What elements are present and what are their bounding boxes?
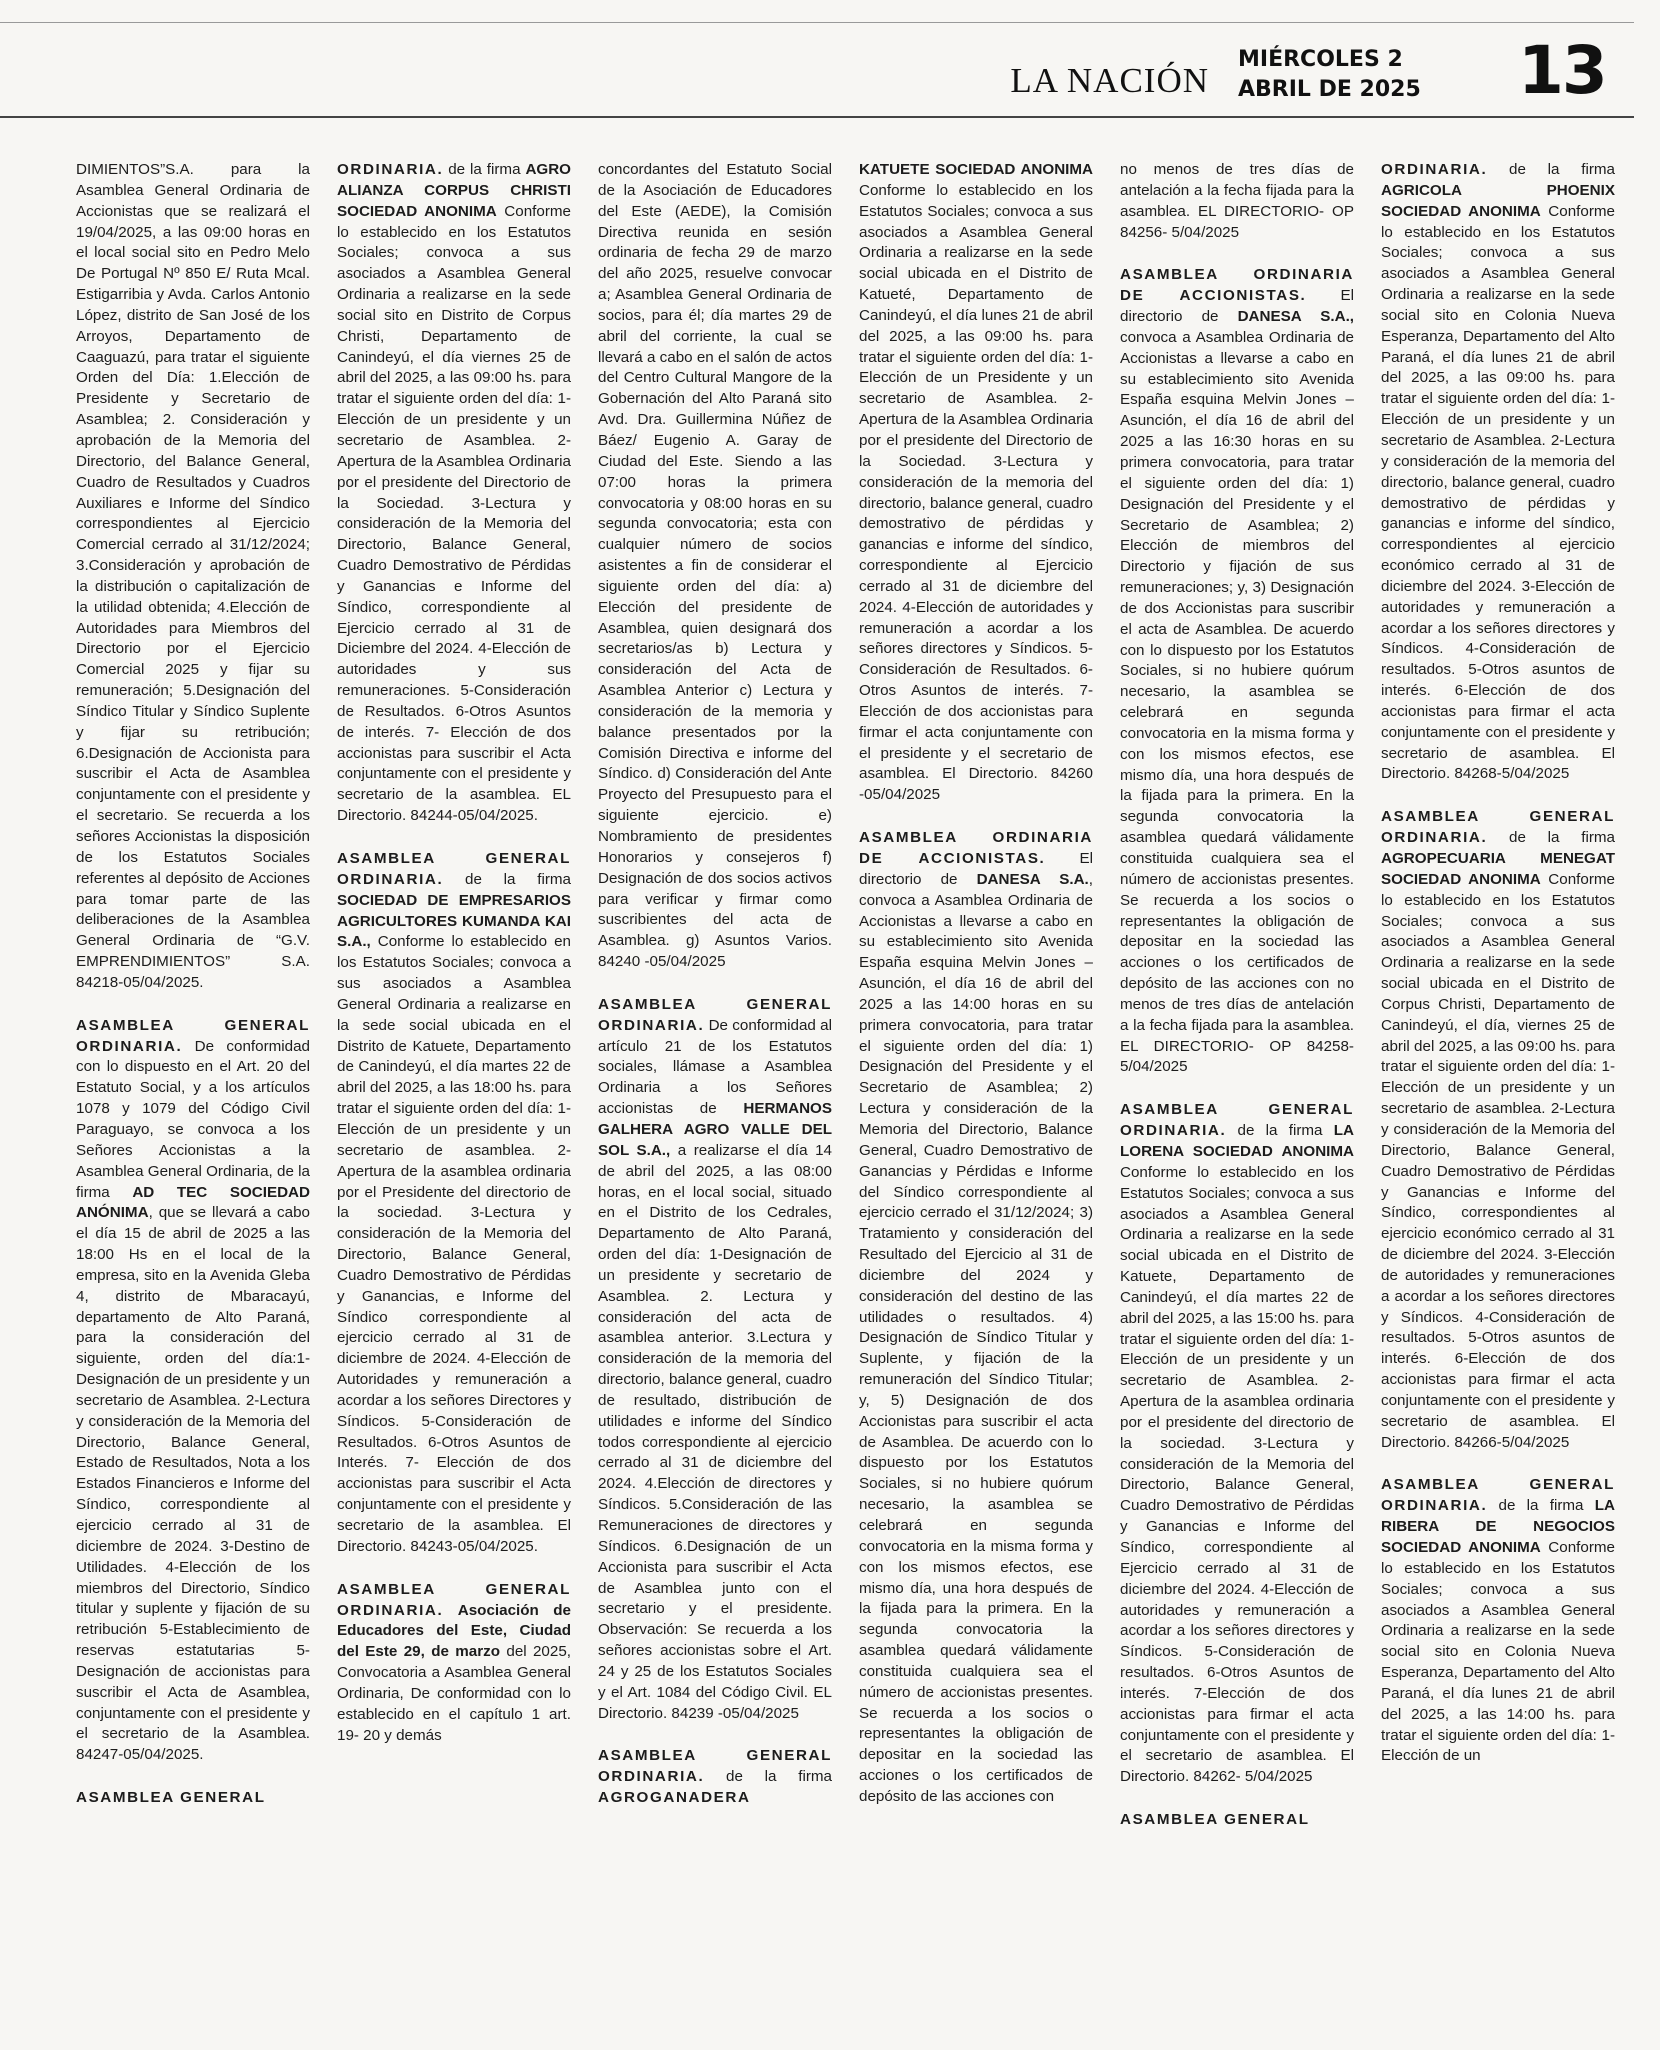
notice-text: Conforme lo establecido en los Estatutos Sociales; convoca a sus asociados a Asamblea General Ordinaria a realizarse en la sede social sito en Colonia Nueva Esperanza, Departamento del Alto Paraná, el día lunes 21 de abril del 2025, a las 09:00 hs. para tratar el siguiente orden del día: 1-Elección de un presidente y un secretario de Asamblea. 2-Lectura y consideración de la memoria del directorio, balance general, cuadro demostrativo de pérdidas y ganancias e informe del síndico, correspondientes al ejercicio económico cerrado al 31 de diciembre del 2024. 3-Elección de autoridades y remuneración a acordar a los señores directores y Síndicos. 4-Consideración de resultados. 5-Otros asuntos de interés. 6-Elección de dos accionistas para firmar el acta conjuntamente con el presidente y secretario de asamblea. El Directorio. 84268-5/04/2025 <box>1381 202 1615 783</box>
classified-notice <box>1120 1810 1354 1831</box>
notice-text: concordantes del Estatuto Social de la Asociación de Educadores del Este (AEDE), la Comisión Directiva reunida en sesión ordinaria de fecha 29 de marzo del año 2025, resuelve convocar a; Asamblea General Ordinaria de socios, para él; día martes 29 de abril del corriente, la cual se llevará a cabo en el salón de actos del Centro Cultural Mangore de la Gobernación del Alto Paraná sito Avd. Dra. Guillermina Núñez de Báez/ Eugenio A. Garay de Ciudad del Este. Siendo a las 07:00 horas la primera convocatoria y 08:00 horas en su segunda convocatoria; esta con cualquier número de socios asistentes a fin de considerar el siguiente orden del día: a) Elección del presidente de Asamblea, quien designará dos secretarios/as b) Lectura y consideración del Acta de Asamblea Anterior c) Lectura y consideración de la memoria y balance presentados por la Comisión Directiva e informe del Síndico. d) Consideración del Ante Proyecto del Presupuesto para el siguiente ejercicio. e) Nombramiento de presidentes Honorarios y consejeros f) Designación de dos socios activos para verificar y firmar como suscribientes del acta de Asamblea. g) Asuntos Varios. 84240 -05/04/2025 <box>598 161 832 971</box>
notice-heading: ASAMBLEA GENERAL ORDINARIA. <box>337 850 571 888</box>
notice-text: de la firma <box>1226 1122 1334 1140</box>
notice-text: De conformidad con lo dispuesto en el Art. 20 del Estatuto Social, y a los artículos 1078 y 1079 del Código Civil Paraguayo, se convoca a los Señores Accionistas a la Asamblea General Ordinaria, de la firma <box>76 1037 310 1201</box>
notice-text: a realizarse el día 14 de abril del 2025, a las 08:00 horas, en el local social, situado en el Distrito de los Cedrales, Departamento de Alto Paraná, orden del día: 1-Designación de un presidente y secretario de Asamblea. 2. Lectura y consideración del acta de asamblea anterior. 3.Lectura y consideración de la memoria del directorio, balance general, cuadro de resultado, distribución de utilidades e informe del Síndico todos correspondiente al ejercicio cerrado al 31 de diciembre del 2024. 4.Elección de directores y Síndicos. 5.Consideración de las Remuneraciones de directores y Síndicos. 6.Designación de un Accionista para suscribir el Acta de Asamblea junto con el secretario y el presidente. Observación: Se recuerda a los señores accionistas sobre el Art. 24 y 25 de los Estatutos Sociales y el Art. 1084 del Código Civil. EL Directorio. 84239 -05/04/2025 <box>598 1141 832 1722</box>
notice-heading: ASAMBLEA GENERAL ORDINARIA. <box>598 1747 832 1786</box>
notice-company: LA RIBERA DE NEGOCIOS SOCIEDAD ANONIMA <box>1381 1497 1615 1556</box>
notice-text: Conforme lo establecido en los Estatutos Sociales; convoca a sus asociados a Asamblea General Ordinaria a realizarse en la sede social sito en Distrito de Corpus Christi, Departamento de Canindeyú, el día viernes 25 de abril del 2025, a las 09:00 hs. para tratar el siguiente orden del día: 1-Elección de un presidente y un secretario de Asamblea. 2-Apertura de la Asamblea Ordinaria por el presidente del Directorio de la Sociedad. 3-Lectura y consideración de la Memoria del Directorio, Balance General, Cuadro Demostrativo de Pérdidas y Ganancias e Informe del Síndico, correspondiente al Ejercicio cerrado al 31 de Diciembre del 2024. 4-Elección de autoridades y sus remuneraciones. 5-Consideración de Resultados. 6-Otros Asuntos de interés. 7- Elección de dos accionistas para suscribir el Acta conjuntamente con el presidente y secretario de la asamblea. EL Directorio. 84244-05/04/2025. <box>337 202 571 825</box>
classified-notice <box>76 1788 310 1809</box>
notice-heading: AGROGANADERA <box>598 1789 751 1807</box>
notice-company: AGRICOLA PHOENIX SOCIEDAD ANONIMA <box>1381 181 1615 220</box>
notice-company: LA LORENA SOCIEDAD ANONIMA <box>1120 1122 1354 1160</box>
classified-notice <box>337 849 571 1558</box>
issue-date-line1: MIÉRCOLES 2 <box>1238 47 1403 72</box>
notice-text: de la firma <box>1487 161 1615 178</box>
page-header <box>0 23 1634 115</box>
classified-notice <box>1381 1475 1615 1767</box>
notice-heading: ASAMBLEA GENERAL ORDINARIA. <box>1381 808 1615 847</box>
notice-company: AGRO ALIANZA CORPUS CHRISTI SOCIEDAD ANONIMA <box>337 161 571 220</box>
notice-heading: ASAMBLEA ORDINARIA DE ACCIONISTAS. <box>859 829 1093 867</box>
notice-text: de la firma <box>1487 1497 1595 1515</box>
classified-notice <box>1120 265 1354 1078</box>
notice-text: , que se llevará a cabo el día 15 de abril de 2025 a las 18:00 Hs en el local de la empresa, sito en la Avenida Gleba 4, distrito de Mbaracayú, departamento de Alto Paraná, para la consideración del siguiente, orden del día:1-Designación de un presidente y un secretario de Asamblea. 2-Lectura y consideración de la Memoria del Directorio, Balance General, Estado de Resultados, Nota a los Estados Financieros e Informe del Síndico, correspondiente al ejercicio cerrado al 31 de diciembre de 2024. 3-Destino de Utilidades. 4-Elección de los miembros del Directorio, Síndico titular y suplente y fijación de su retribución 5-Establecimiento de reservas estatutarias 5-Designación de accionistas para suscribir el Acta de Asamblea, conjuntamente con el presidente y el secretario de la Asamblea. 84247-05/04/2025. <box>76 1204 310 1764</box>
notice-heading: ASAMBLEA ORDINARIA DE ACCIONISTAS. <box>1120 266 1354 305</box>
notice-text: de la firma <box>443 870 571 888</box>
notice-company: DANESA S.A. <box>976 870 1089 888</box>
notice-heading: ASAMBLEA GENERAL ORDINARIA. <box>1120 1101 1354 1140</box>
notice-text: Conforme lo establecido en los Estatutos Sociales; convoca a sus asociados a Asamblea General Ordinaria a realizarse en la sede social sito en Colonia Nueva Esperanza, Departamento del Alto Paraná, el día lunes 21 de abril del 2025, a las 14:00 hs. para tratar el siguiente orden del día: 1-Elección de un <box>1381 1539 1615 1765</box>
notice-text: no menos de tres días de antelación a la fecha fijada para la asamblea. EL DIRECTORIO- OP 84256- 5/04/2025 <box>1120 161 1354 241</box>
notice-text: DIMIENTOS”S.A. para la Asamblea General Ordinaria de Accionistas que se realizará el 19/04/2025, a las 09:00 horas en el local social sito en Pedro Melo De Portugal Nº 850 E/ Ruta Mcal. Estigarribia y Avda. Carlos Antonio López, distrito de San José de los Arroyos, Departamento de Caaguazú, para tratar el siguiente Orden del Día: 1.Elección de Presidente y Secretario de Asamblea; 2. Consideración y aprobación de la Memoria del Directorio, del Balance General, Cuadro de Resultados y Cuadros Auxiliares e Informe del Síndico correspondientes al Ejercicio Comercial cerrado al 31/12/2024; 3.Consideración y aprobación de la distribución o capitalización de la utilidad obtenida; 4.Elección de Autoridades para Miembros del Directorio por el Ejercicio Comercial 2025 y fijar su remuneración; 5.Designación del Síndico Titular y Síndico Suplente y fijar su retribución; 6.Designación de Accionista para suscribir el Acta de Asamblea conjuntamente con el presidente y el secretario. Se recuerda a los señores Accionistas la disposición de los Estatutos Sociales referentes al depósito de Acciones para tomar parte de las deliberaciones de la Asamblea General Ordinaria de “G.V. EMPRENDIMIENTOS” S.A. 84218-05/04/2025. <box>76 161 310 991</box>
classified-notice <box>598 1746 832 1809</box>
classified-notice <box>76 1016 310 1766</box>
notice-text: del 2025, Convocatoria a Asamblea General Ordinaria, De conformidad con lo establecido en el capítulo 1 art. 19- 20 y demás <box>337 1643 571 1744</box>
classified-notice <box>337 160 571 827</box>
classified-notice <box>859 828 1093 1808</box>
notice-company: HERMANOS GALHERA AGRO VALLE DEL SOL S.A., <box>598 1100 832 1159</box>
issue-date-line2: ABRIL DE 2025 <box>1238 77 1421 102</box>
classified-notice <box>76 160 310 994</box>
notice-text: Conforme lo establecido en los Estatutos Sociales; convoca a sus asociados a Asamblea General Ordinaria a realizarse en la sede social ubicada en el Distrito de Katuete, Departamento de Canindeyú, el día martes 22 de abril del 2025, a las 18:00 hs. para tratar el siguiente orden del día: 1-Elección de un presidente y un secretario de asamblea. 2-Apertura de la asamblea ordinaria por el Presidente del directorio de la sociedad. 3-Lectura y consideración de la Memoria del Directorio, Balance General, Cuadro Demostrativo de Pérdidas y Ganancias, e Informe del Síndico correspondiente al ejercicio cerrado al 31 de diciembre de 2024. 4-Elección de Autoridades y remuneración a acordar a los señores Directores y Síndicos. 5-Consideración de Resultados. 6-Otros Asuntos de Interés. 7- Elección de dos accionistas para suscribir el Acta conjuntamente con el presidente y secretario de la asamblea. El Directorio. 84243-05/04/2025. <box>337 933 571 1555</box>
notice-heading: ASAMBLEA GENERAL ORDINARIA. <box>337 1580 571 1619</box>
column-5 <box>1120 160 1354 2050</box>
notice-heading: ASAMBLEA GENERAL <box>1120 1811 1310 1829</box>
notice-company: Asociación de Educadores del Este, Ciudad del Este 29, de marzo <box>337 1601 571 1661</box>
column-6 <box>1381 160 1615 2050</box>
notice-text: de la firma <box>1487 829 1615 847</box>
notice-heading: ASAMBLEA GENERAL ORDINARIA. <box>76 1016 310 1055</box>
notice-text: Conforme lo establecido en los Estatutos Sociales; convoca a sus asociados a Asamblea General Ordinaria a realizarse en la sede social ubicada en el Distrito de Katueté, Departamento de Canindeyú, el día lunes 21 de abril del 2025, a las 09:00 hs. para tratar el siguiente orden del día: 1-Elección de un Presidente y un secretario de Asamblea. 2-Apertura de la Asamblea Ordinaria por el presidente del Directorio de la Sociedad. 3-Lectura y consideración de la memoria del directorio, balance general, cuadro demostrativo de pérdidas y ganancias e informe del síndico, correspondiente al Ejercicio cerrado al 31 de diciembre del 2024. 4-Elección de autoridades y remuneración a acordar a los señores directores y Síndicos. 5-Consideración de Resultados. 6-Otros Asuntos de interés. 7-Elección de dos accionistas para firmar el acta conjuntamente con el presidente y el secretario de asamblea. El Directorio. 84260 -05/04/2025 <box>859 181 1093 804</box>
page-number: 13 <box>1518 32 1606 109</box>
header-rule <box>0 116 1634 118</box>
classified-notice <box>1120 1100 1354 1788</box>
notice-text: de la firma <box>443 161 526 178</box>
column-2 <box>337 160 571 2050</box>
notice-company: DANESA S.A., <box>1237 308 1354 326</box>
notice-heading: ASAMBLEA GENERAL ORDINARIA. <box>1381 1476 1615 1515</box>
notice-heading: ORDINARIA. <box>337 161 444 178</box>
notice-company: AD TEC SOCIEDAD ANÓNIMA <box>76 1183 310 1222</box>
classified-notice <box>337 1580 571 1747</box>
column-1 <box>76 160 310 2050</box>
classified-notice <box>1381 160 1615 785</box>
classified-notice <box>598 995 832 1725</box>
notice-heading: ASAMBLEA GENERAL ORDINARIA. <box>598 995 832 1034</box>
classified-notice <box>1120 160 1354 243</box>
notice-text: Conforme lo establecido en los Estatutos Sociales; convoca a sus asociados a Asamblea General Ordinaria a realizarse en la sede social ubicada en el Distrito de Katuete, Departamento de Canindeyú, el día martes 22 de abril del 2025, a las 15:00 hs. para tratar el siguiente orden del día: 1-Elección de un presidente y un secretario de Asamblea. 2-Apertura de la asamblea ordinaria por el presidente del directorio de la sociedad. 3-Lectura y consideración de la Memoria del Directorio, Balance General, Cuadro Demostrativo de Pérdidas y Ganancias e Informe del Síndico, correspondiente al Ejercicio cerrado al 31 de diciembre del 2024. 4-Elección de autoridades y remuneración a acordar a los señores directores y Síndicos. 5-Consideración de resultados. 6-Otros Asuntos de interés. 7-Elección de dos accionistas para firmar el acta conjuntamente con el presidente y el secretario de asamblea. El Directorio. 84262- 5/04/2025 <box>1120 1163 1354 1786</box>
issue-date <box>1238 45 1421 105</box>
classified-notice <box>598 160 832 973</box>
classified-notice <box>1381 807 1615 1453</box>
notice-text: convoca a Asamblea Ordinaria de Accionistas a llevarse a cabo en su establecimiento sito Avenida España esquina Melvin Jones – Asunción, el día 16 de abril del 2025 a las 16:30 horas en su primera convocatoria, para tratar el siguiente orden del día: 1) Designación del Presidente y el Secretario de Asamblea; 2) Elección de miembros del Directorio y fijación de sus remuneraciones; y, 3) Designación de dos Accionistas para suscribir el acta de Asamblea. De acuerdo con lo dispuesto por los Estatutos Sociales, si no hubiere quórum necesario, la asamblea se celebrará en segunda convocatoria en la misma forma y con los mismos efectos, ese mismo día, una hora después de la fijada para la primera. En la segunda convocatoria la asamblea quedará válidamente constituida cualquiera sea el número de accionistas presentes. Se recuerda a los socios o representantes la obligación de depositar en la sociedad las acciones o los certificados de depósito de las acciones con no menos de tres días de antelación a la fecha fijada para la asamblea. EL DIRECTORIO- OP 84258- 5/04/2025 <box>1120 328 1354 1076</box>
notice-text <box>443 1602 457 1619</box>
column-4 <box>859 160 1093 2050</box>
notice-company: AGROPECUARIA MENEGAT SOCIEDAD ANONIMA <box>1381 850 1615 888</box>
classifieds-columns <box>76 160 1634 2050</box>
newspaper-brand: LA NACIÓN <box>1010 61 1209 100</box>
notice-company: SOCIEDAD DE EMPRESARIOS AGRICULTORES KUMANDA KAI S.A., <box>337 891 571 951</box>
column-3 <box>598 160 832 2050</box>
notice-company: KATUETE SOCIEDAD ANONIMA <box>859 161 1093 178</box>
notice-heading: ASAMBLEA GENERAL <box>76 1789 266 1807</box>
notice-text: de la firma <box>704 1768 832 1786</box>
notice-text: De conformidad al artículo 21 de los Estatutos sociales, llámase a Asamblea Ordinaria a los Señores accionistas de <box>598 1016 832 1118</box>
notice-text: El directorio de <box>859 850 1093 888</box>
notice-text: Conforme lo establecido en los Estatutos Sociales; convoca a sus asociados a Asamblea General Ordinaria a realizarse en la sede social ubicada en el Distrito de Corpus Christi, Departamento de Canindeyú, el día, viernes 25 de abril del 2025, a las 09:00 hs. para tratar el siguiente orden del día: 1-Elección de un presidente y un secretario de asamblea. 2-Lectura y consideración de la Memoria del Directorio, Balance General, Cuadro Demostrativo de Pérdidas y Ganancias e Informe del Síndico, correspondientes al ejercicio económico cerrado al 31 de diciembre del 2024. 3-Elección de autoridades y remuneraciones a acordar a los señores directores y Síndicos. 4-Consideración de resultados. 5-Otros asuntos de interés. 6-Elección de dos accionistas para firmar el acta conjuntamente con el presidente y secretario de asamblea. El Directorio. 84266-5/04/2025 <box>1381 870 1615 1451</box>
notice-text: El directorio de <box>1120 287 1354 326</box>
notice-heading: ORDINARIA. <box>1381 161 1488 178</box>
notice-text: , convoca a Asamblea Ordinaria de Accionistas a llevarse a cabo en su establecimiento sito Avenida España esquina Melvin Jones – Asunción, el día 16 de abril del 2025 a las 14:00 horas en su primera convocatoria, para tratar el siguiente orden del día: 1) Designación del Presidente y el Secretario de Asamblea; 2) Lectura y consideración de la Memoria del Directorio, Balance General, Cuadro Demostrativo de Ganancias y Pérdidas e Informe del Síndico correspondiente al ejercicio cerrado el 31/12/2024; 3) Tratamiento y consideración del Resultado del Ejercicio al 31 de diciembre del 2024 y consideración del destino de las utilidades o resultados. 4) Designación de Síndico Titular y Suplente, y fijación de la remuneración del Síndico Titular; y, 5) Designación de dos Accionistas para suscribir el acta de Asamblea. De acuerdo con lo dispuesto por los Estatutos Sociales, si no hubiere quórum necesario, la asamblea se celebrará en segunda convocatoria en la misma forma y con los mismos efectos, ese mismo día, una hora después de la fijada para la primera. En la segunda convocatoria la asamblea quedará válidamente constituida cualquiera sea el número de accionistas presentes. Se recuerda a los socios o representantes la obligación de depositar en la sociedad las acciones o los certificados de depósito de las acciones con <box>859 870 1093 1805</box>
classified-notice <box>859 160 1093 806</box>
